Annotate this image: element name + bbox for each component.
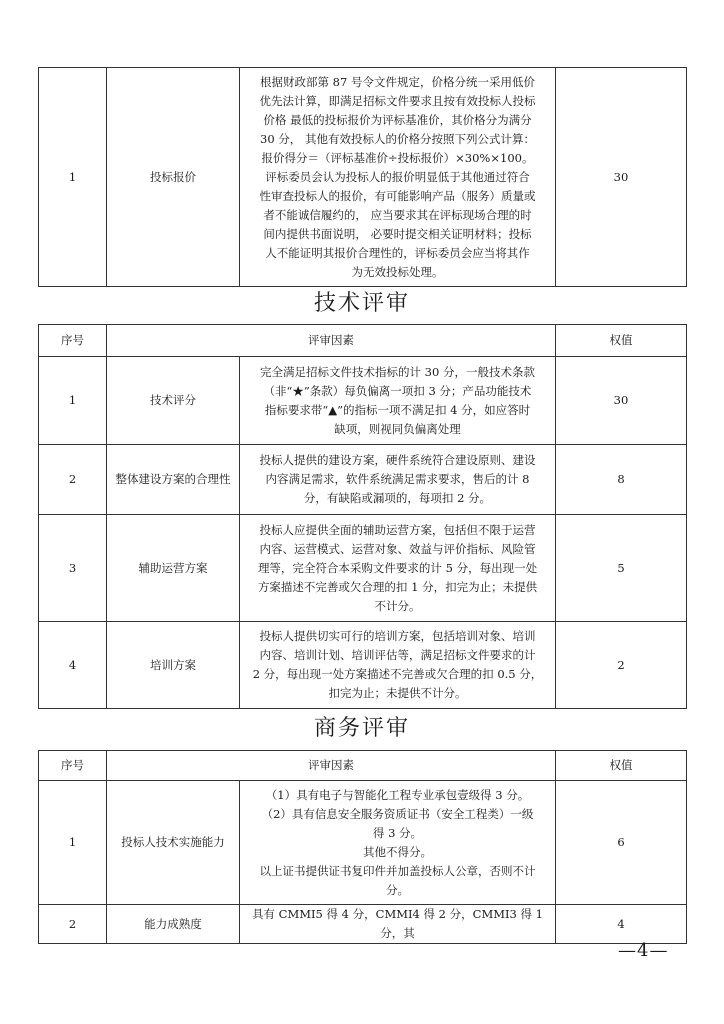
table-row <box>39 445 687 515</box>
row-description: （1）具有电子与智能化工程专业承包壹级得 3 分。 （2）具有信息安全服务资质证书（安全工程类）一级 得 3 分。 其他不得分。 以上证书提供证书复印件并加盖投标人公章，否则不计 分。 <box>240 781 556 905</box>
table-row <box>39 68 687 287</box>
row-number: 1 <box>39 68 107 287</box>
row-weight: 30 <box>556 68 687 287</box>
table-row <box>39 357 687 445</box>
row-description: 投标人应提供全面的辅助运营方案，包括但不限于运营 内容、运营模式、运营对象、效益与评价指标、风险管 理等，完全符合本采购文件要求的计 5 分，每出现一处 方案描述不完善或欠合理的扣 1 分，扣完为止；未提供 不计分。 <box>240 515 556 622</box>
header-weight: 权值 <box>556 325 687 357</box>
row-weight: 2 <box>556 622 687 709</box>
row-number: 1 <box>39 357 107 445</box>
row-factor: 能力成熟度 <box>107 905 240 944</box>
row-number: 4 <box>39 622 107 709</box>
table-header-row <box>39 751 687 781</box>
row-number: 2 <box>39 905 107 944</box>
header-factor: 评审因素 <box>107 325 556 357</box>
row-number: 3 <box>39 515 107 622</box>
row-weight: 5 <box>556 515 687 622</box>
row-description: 具有 CMMI5 得 4 分，CMMI4 得 2 分，CMMI3 得 1 分，其 <box>240 905 556 944</box>
row-description: 投标人提供的建设方案，硬件系统符合建设原则、建设 内容满足需求，软件系统满足需求要求，售后的计 8 分，有缺陷或漏项的，每项扣 2 分。 <box>240 445 556 515</box>
row-factor: 技术评分 <box>107 357 240 445</box>
row-factor: 投标人技术实施能力 <box>107 781 240 905</box>
price-table <box>38 67 687 287</box>
row-description: 根据财政部第 87 号令文件规定，价格分统一采用低价 优先法计算，即满足招标文件要求且按有效投标人投标 价格 最低的投标报价为评标基准价，其价格分为满分 30 分， 其他有效投标人的价格分按照下列公式计算： 报价得分＝（评标基准价÷投标报价）×30%×100。 评标委员会认为投标人的报价明显低于其他通过符合 性审查投标人的报价，有可能影响产品（服务）质量或 者不能诚信履约的， 应当要求其在评标现场合理的时 间内提供书面说明， 必要时提交相关证明材料；投标 人不能证明其报价合理性的，评标委员会应当将其作 为无效投标处理。 <box>240 68 556 287</box>
header-factor: 评审因素 <box>107 751 556 781</box>
row-number: 1 <box>39 781 107 905</box>
table-row <box>39 781 687 905</box>
business-table <box>38 750 687 944</box>
table-row <box>39 622 687 709</box>
header-no: 序号 <box>39 325 107 357</box>
section-title-tech: 技术评审 <box>313 291 410 316</box>
row-factor: 辅助运营方案 <box>107 515 240 622</box>
table-header-row <box>39 325 687 357</box>
row-weight: 8 <box>556 445 687 515</box>
header-no: 序号 <box>39 751 107 781</box>
row-description: 完全满足招标文件技术指标的计 30 分，一般技术条款 （非“★”条款）每负偏离一项扣 3 分；产品功能技术 指标要求带“▲”的指标一项不满足扣 4 分，如应答时 缺项，则视同负偏离处理 <box>240 357 556 445</box>
table-row <box>39 905 687 944</box>
row-factor: 投标报价 <box>107 68 240 287</box>
row-factor: 培训方案 <box>107 622 240 709</box>
row-weight: 6 <box>556 781 687 905</box>
row-description: 投标人提供切实可行的培训方案，包括培训对象、培训 内容、培训计划、培训评估等，满足招标文件要求的计 2 分，每出现一处方案描述不完善或欠合理的扣 0.5 分， 扣完为止；未提供不计分。 <box>240 622 556 709</box>
table-row <box>39 515 687 622</box>
row-number: 2 <box>39 445 107 515</box>
row-weight: 30 <box>556 357 687 445</box>
tech-table <box>38 324 687 709</box>
section-title-business: 商务评审 <box>313 716 410 741</box>
row-factor: 整体建设方案的合理性 <box>107 445 240 515</box>
page-number: —4— <box>618 940 669 961</box>
header-weight: 权值 <box>556 751 687 781</box>
row-weight: 4 <box>556 905 687 944</box>
